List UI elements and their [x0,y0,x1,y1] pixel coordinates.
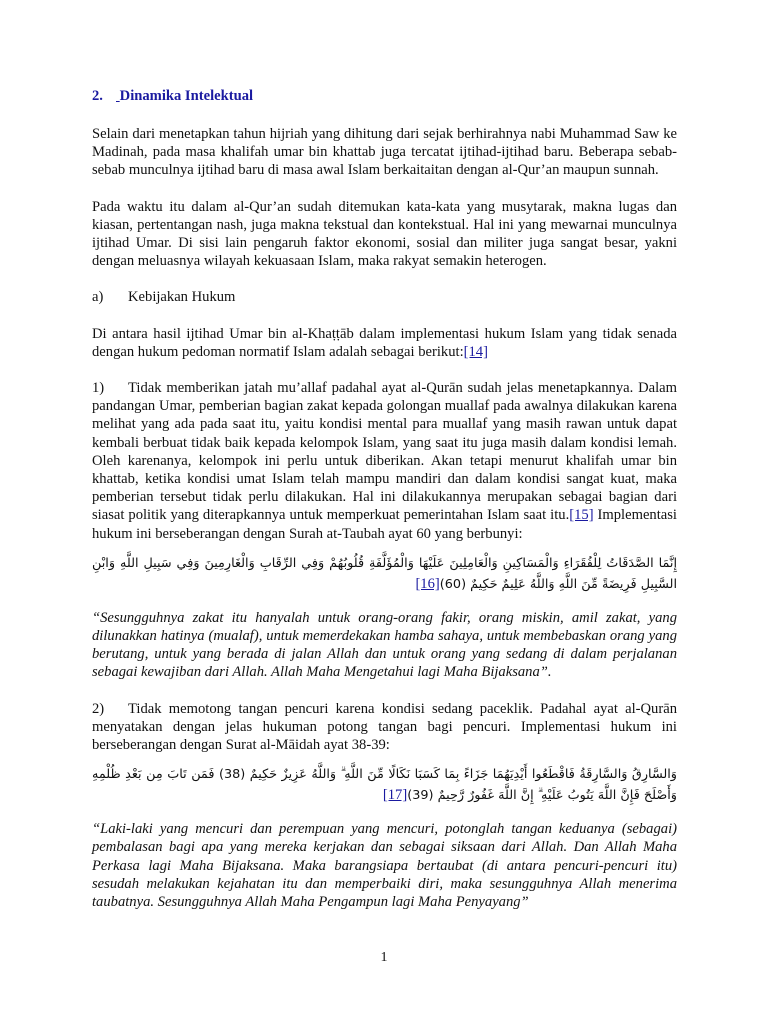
subsection-heading [92,288,677,306]
arabic-verse-text: وَالسَّارِقُ وَالسَّارِقَةُ فَاقْطَعُوا أَيْدِيَهُمَا جَزَاءً بِمَا كَسَبَا نَكَالًا مِّنَ اللَّهِ ۗ وَاللَّهُ عَزِيزٌ حَكِيمٌ (38) فَمَن تَابَ مِن بَعْدِ ظُلْمِهِ وَأَصْلَحَ فَإِنَّ اللَّهَ يَتُوبُ عَلَيْهِ ۗ إِنَّ اللَّهَ غَفُورٌ رَّحِيمٌ (39) [92,767,677,804]
verse-translation-1: “Sesungguhnya zakat itu hanyalah untuk orang-orang fakir, orang miskin, amil zakat, yang dilunakkan hatinya (mualaf), untuk memerdekakan hamba sahaya, untuk membebaskan orang yang berutang, untuk yang berada di jalan Allah dan untuk orang yang sedang di dalam perjalanan sebagai kewajiban dari Allah. Allah Maha Mengetahui lagi Maha Bijaksana”. [92,609,677,681]
page-number: 1 [380,950,388,965]
footnote-link-16[interactable]: [16] [415,575,440,592]
list-item-label: 1) [92,380,105,397]
subsection-label: a) [92,289,104,306]
list-item-1 [92,379,677,543]
footnote-link-15[interactable]: [15] [569,507,594,524]
paragraph-intro: Selain dari menetapkan tahun hijriah yang dihitung dari sejak berhirahnya nabi Muhammad Saw ke Madinah, pada masa khalifah umar bin khattab juga tercatat ijtihad-ijtihad baru. Beberapa sebab-sebab munculnya ijtihad baru di masa awal Islam berkaitaitan dengan al-Qur’an maupun sunnah. [92,126,677,179]
list-item-tail: Implementasi hukum ini berseberangan dengan Surah at-Taubah ayat 60 yang berbunyi: [92,507,677,542]
paragraph-ijtihad-list-intro [92,325,677,361]
list-item-2 [92,700,677,755]
paragraph-text: Di antara hasil ijtihad Umar bin al-Khaṭṭāb dalam implementasi hukum Islam yang tidak senada dengan hukum pedoman normatif Islam adalah sebagai berikut: [92,325,677,360]
paragraph-background: Pada waktu itu dalam al-Qur’an sudah ditemukan kata-kata yang musytarak, makna lugas dan kiasan, pertentangan nash, juga makna tekstual dan kontekstual. Hal ini yang mewarnai munculnya ijtihad Umar. Di sisi lain pengaruh faktor ekonomi, sosial dan militer juga sangat besar, yakni dengan meluasnya wilayah kekuasaan Islam, maka rakyat semakin heterogen. [92,198,677,270]
document-page [92,88,677,911]
list-item-text: Tidak memotong tangan pencuri karena kondisi sedang paceklik. Padahal ayat al-Qurān menyatakan dengan jelas hukuman potong tangan bagi pencuri. Implementasi hukum ini berseberangan dengan Surat al-Māidah ayat 38-39: [92,700,677,754]
arabic-verse-text: إِنَّمَا الصَّدَقَاتُ لِلْفُقَرَاءِ وَالْمَسَاكِينِ وَالْعَامِلِينَ عَلَيْهَا وَالْمُؤَلَّفَةِ قُلُوبُهُمْ وَفِي الرِّقَابِ وَالْغَارِمِينَ وَفِي سَبِيلِ اللَّهِ وَابْنِ السَّبِيلِ فَرِيضَةً مِّنَ اللَّهِ وَاللَّهُ عَلِيمٌ حَكِيمٌ (60) [92,555,677,592]
list-item-text: Tidak memberikan jatah mu’allaf padahal ayat al-Qurān sudah jelas menetapkannya. Dalam pandangan Umar, pemberian bagian zakat kepada golongan muallaf pada awalnya dilakukan karena melihat yang ada pada saat itu, yaitu kondisi mental para muallaf yang masih rawan untuk dapat kembali berbuat tidak baik kepada kelompok Islam, yang saat itu juga masih dalam kondisi lemah. Oleh karenanya, kelompok ini perlu untuk diberikan. Akan tetapi menurut khalifah umar bin khattab, ketika kondisi umat Islam telah mampu mandiri dan dalam kondisi sangat kuat, maka pemberian tersebut tidak perlu dilakukan. Hal ini dilakukannya merupakan sebagai bagian dari siasat politik yang diterapkannya untuk memperkuat pemerintahan Islam saat itu. [92,380,677,524]
footnote-link-17[interactable]: [17] [382,787,408,804]
footnote-link-14[interactable]: [14] [463,343,488,360]
section-heading[interactable] [92,88,677,105]
subsection-title: Kebijakan Hukum [128,289,236,306]
section-title: Dinamika Intelektual [119,88,254,104]
arabic-verse-almaidah [92,764,677,806]
arabic-verse-attaubah [92,553,677,595]
verse-translation-2: “Laki-laki yang mencuri dan perempuan yang mencuri, potonglah tangan keduanya (sebagai) pembalasan bagi apa yang mereka kerjakan dan sebagai siksaan dari Allah. Dan Allah Maha Perkasa lagi Maha Bijaksana. Maka barangsiapa bertaubat (di antara pencuri-pencuri itu) sesudah melakukan kejahatan itu dan memperbaiki diri, maka sesungguhnya Allah menerima taubatnya. Sesungguhnya Allah Maha Pengampun lagi Maha Penyayang” [92,821,677,911]
list-item-label: 2) [92,700,105,717]
section-number: 2. [92,88,103,104]
